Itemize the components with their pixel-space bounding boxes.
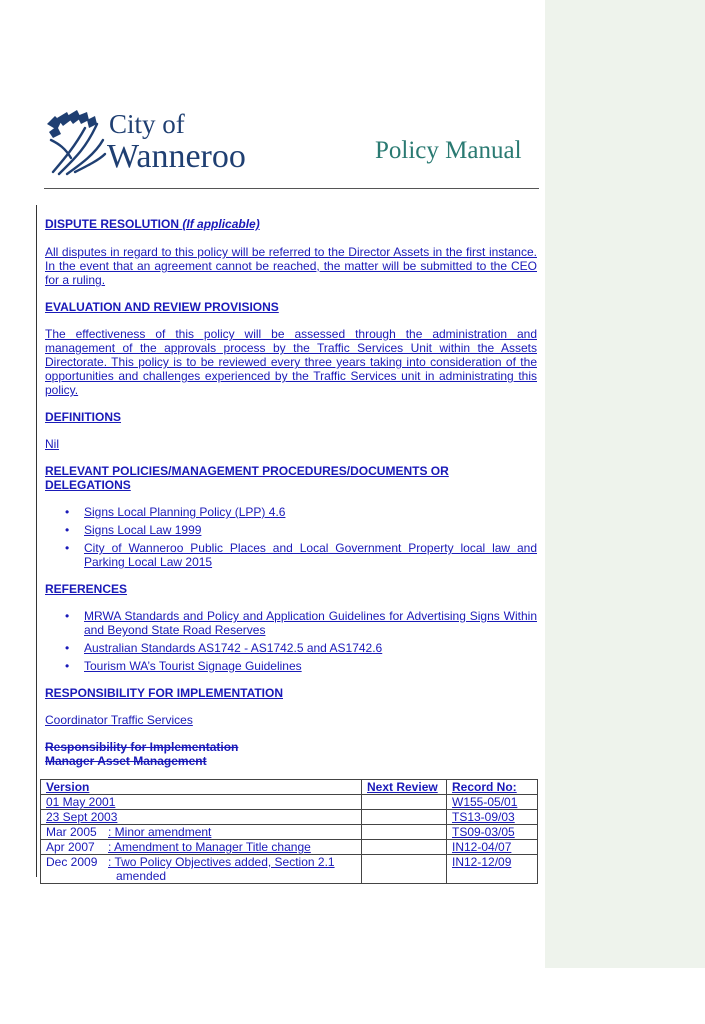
definitions-heading: DEFINITIONS	[45, 410, 122, 424]
next-review-cell	[362, 825, 447, 840]
side-panel	[545, 0, 705, 968]
version-cell: Dec 2009 : Two Policy Objectives added, Section 2.1 amended	[41, 855, 362, 884]
next-review-cell	[362, 855, 447, 884]
version-history-table	[40, 779, 538, 884]
dispute-body: All disputes in regard to this policy will be referred to the Director Assets in the first instance. In the event that an agreement cannot be reached, the matter will be submitted to the CEO for a ruling.	[45, 245, 537, 287]
bullet-icon: •	[65, 641, 70, 655]
policy-content	[45, 217, 537, 768]
list-item: • MRWA Standards and Policy and Application Guidelines for Advertising Signs Within and Beyond State Road Reserves	[65, 609, 537, 637]
record-cell: TS09-03/05	[447, 825, 538, 840]
header-divider	[44, 188, 539, 189]
record-cell: IN12-04/07	[447, 840, 538, 855]
bullet-icon: •	[65, 541, 70, 555]
next-review-cell	[362, 810, 447, 825]
definitions-body: Nil	[45, 437, 59, 451]
policy-manual-title: Policy Manual	[375, 137, 522, 164]
dispute-heading-text: DISPUTE RESOLUTION	[45, 217, 180, 231]
responsibility-heading: RESPONSIBILITY FOR IMPLEMENTATION	[45, 686, 284, 700]
table-header-row	[41, 780, 538, 795]
record-cell: W155-05/01	[447, 795, 538, 810]
table-row	[41, 795, 538, 810]
dispute-heading-suffix: (If applicable)	[182, 217, 260, 231]
struck-responsibility-heading: Responsibility for Implementation	[45, 740, 239, 754]
logo-text-wanneroo: Wanneroo	[107, 138, 246, 175]
table-row	[41, 810, 538, 825]
evaluation-heading: EVALUATION AND REVIEW PROVISIONS	[45, 300, 279, 314]
table-row	[41, 855, 538, 884]
record-cell: IN12-12/09	[447, 855, 538, 884]
table-row	[41, 825, 538, 840]
version-cell: 01 May 2001	[41, 795, 362, 810]
record-header: Record No:	[447, 780, 538, 795]
version-cell: Apr 2007 : Amendment to Manager Title change	[41, 840, 362, 855]
struck-manager-asset-management: Manager Asset Management	[45, 754, 207, 768]
next-review-cell	[362, 795, 447, 810]
bullet-icon: •	[65, 659, 70, 673]
list-item: • City of Wanneroo Public Places and Local Government Property local law and Parking Local Law 2015	[65, 541, 537, 569]
list-item: • Signs Local Planning Policy (LPP) 4.6	[65, 505, 286, 519]
revision-change-bar	[36, 205, 37, 877]
version-cell: Mar 2005 : Minor amendment	[41, 825, 362, 840]
list-item: • Signs Local Law 1999	[65, 523, 202, 537]
version-header: Version	[41, 780, 362, 795]
references-heading: REFERENCES	[45, 582, 128, 596]
record-cell: TS13-09/03	[447, 810, 538, 825]
references-list	[45, 609, 537, 673]
list-item: • Tourism WA’s Tourist Signage Guidelines	[65, 659, 302, 673]
evaluation-body: The effectiveness of this policy will be assessed through the administration and management of the approvals process by the Traffic Services Unit within the Assets Directorate. This policy is to be reviewed every three years taking into consideration of the opportunities and challenges experienced by the Traffic Services unit in administrating this policy.	[45, 327, 537, 397]
bullet-icon: •	[65, 505, 70, 519]
bullet-icon: •	[65, 609, 70, 623]
responsibility-body: Coordinator Traffic Services	[45, 713, 193, 727]
logo-text-city-of: City of	[109, 109, 185, 139]
dispute-heading	[45, 217, 537, 231]
relevant-list	[45, 505, 537, 569]
version-cell: 23 Sept 2003	[41, 810, 362, 825]
next-review-cell	[362, 840, 447, 855]
table-row	[41, 840, 538, 855]
next-review-header: Next Review	[362, 780, 447, 795]
relevant-heading: RELEVANT POLICIES/MANAGEMENT PROCEDURES/DOCUMENTS OR DELEGATIONS	[45, 464, 449, 492]
list-item: • Australian Standards AS1742 - AS1742.5 and AS1742.6	[65, 641, 383, 655]
flower-heads-icon	[47, 110, 97, 138]
bullet-icon: •	[65, 523, 70, 537]
